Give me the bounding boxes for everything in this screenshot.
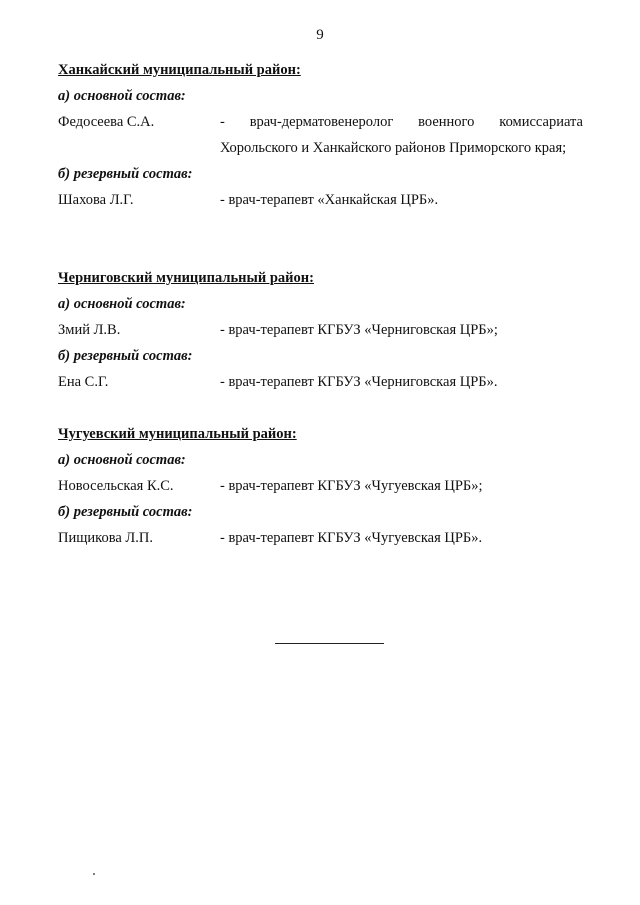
main-member-row: [58, 317, 583, 343]
main-member-row: [58, 473, 583, 499]
member-role: - врач-дерматовенеролог военного комиссариата Хорольского и Ханкайского районов Приморского края;: [220, 114, 583, 156]
reserve-composition-label: б) резервный состав:: [58, 504, 193, 520]
district-section-chuguevsky: [58, 421, 583, 551]
member-role: - врач-терапевт КГБУЗ «Чугуевская ЦРБ».: [220, 530, 483, 546]
member-role: - врач-терапевт КГБУЗ «Чугуевская ЦРБ»;: [220, 478, 483, 494]
reserve-member-row: [58, 187, 583, 213]
main-composition-label: а) основной состав:: [58, 452, 186, 468]
district-title: Черниговский муниципальный район:: [58, 270, 314, 286]
main-composition-label: а) основной состав:: [58, 296, 186, 312]
district-title: Чугуевский муниципальный район:: [58, 426, 297, 442]
member-role: - врач-терапевт КГБУЗ «Черниговская ЦРБ»;: [220, 322, 498, 338]
district-title: Ханкайский муниципальный район:: [58, 62, 301, 78]
member-name: Шахова Л.Г.: [58, 192, 134, 208]
page-number: 9: [316, 27, 324, 43]
member-name: Новосельская К.С.: [58, 478, 174, 494]
member-name: Змий Л.В.: [58, 322, 121, 338]
member-role: - врач-терапевт КГБУЗ «Черниговская ЦРБ».: [220, 374, 498, 390]
district-section-chernigovsky: [58, 265, 583, 395]
reserve-composition-label: б) резервный состав:: [58, 166, 193, 182]
member-name: Пищикова Л.П.: [58, 530, 153, 546]
main-composition-label: а) основной состав:: [58, 88, 186, 104]
scan-dot: [93, 873, 95, 875]
main-member-row: [58, 109, 583, 161]
reserve-composition-label: б) резервный состав:: [58, 348, 193, 364]
reserve-member-row: [58, 525, 583, 551]
district-section-khankaisky: [58, 57, 583, 213]
reserve-member-row: [58, 369, 583, 395]
member-name: Федосеева С.А.: [58, 114, 155, 130]
member-name: Ена С.Г.: [58, 374, 109, 390]
end-separator-line: [275, 643, 384, 644]
member-role: - врач-терапевт «Ханкайская ЦРБ».: [220, 192, 439, 208]
